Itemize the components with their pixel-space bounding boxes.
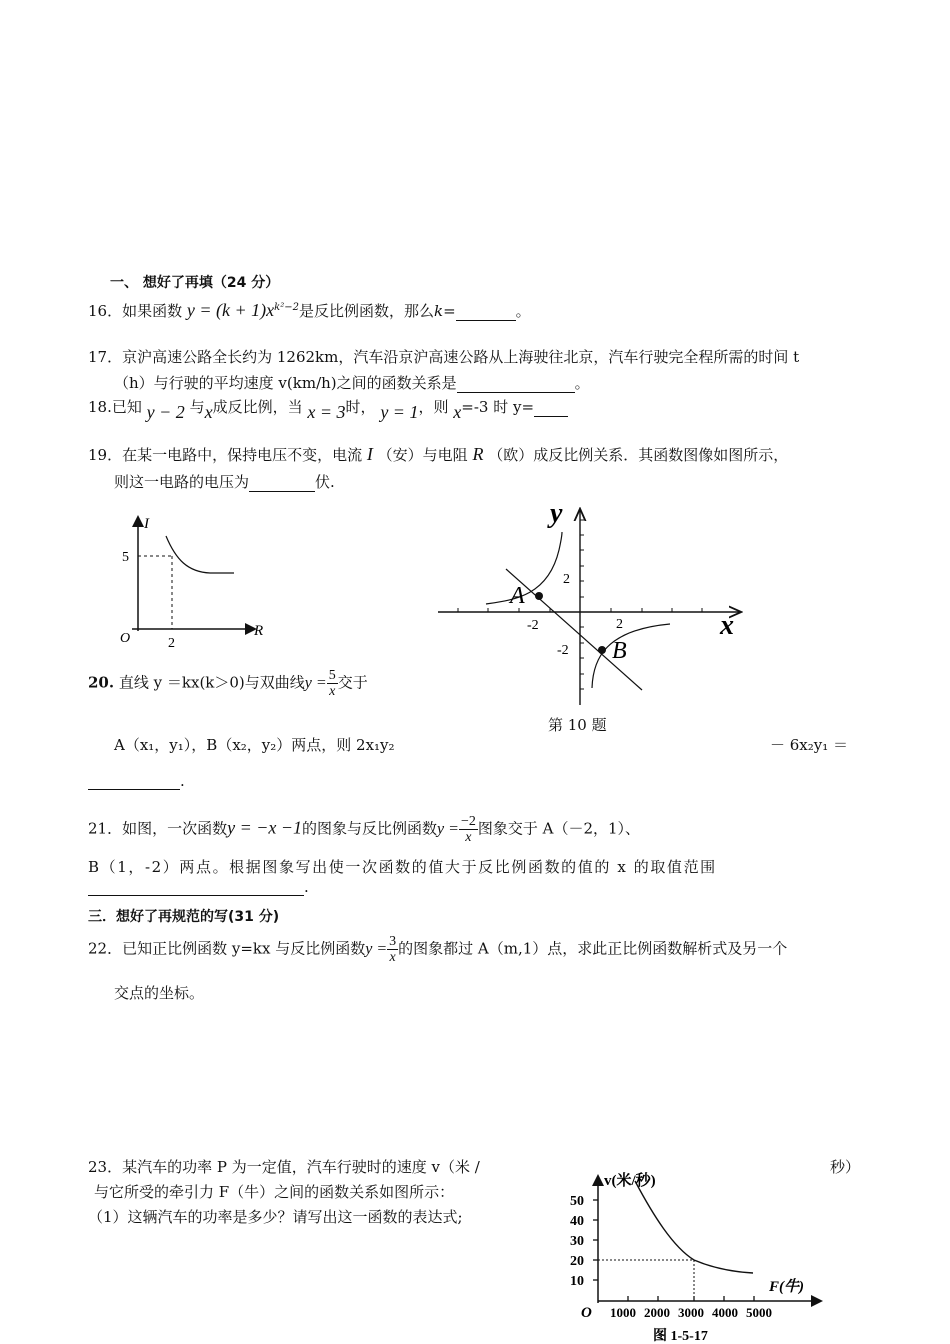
graph-10 [430,500,760,715]
q19-tick-2: 2 [168,636,175,651]
q22-line-2: 交点的坐标。 [114,984,205,1002]
q17-answer-blank[interactable] [457,376,575,393]
q16-number: 16． [88,302,123,320]
q20-line-1 [88,668,368,699]
q16-end: 。 [515,302,531,320]
q23-xtick-2000: 2000 [644,1305,670,1320]
graph10-tick-x-neg2: -2 [527,618,539,633]
q16-answer-blank[interactable] [456,304,516,321]
q23-line-3: （1）这辆汽车的功率是多少？请写出这一函数的表达式; [88,1208,463,1226]
q16-var: k [433,302,444,320]
q22-y-eq: y = [365,940,388,958]
q21-end: . [304,878,309,896]
q19-line-1 [88,444,788,465]
q21-y-eq: y = [437,820,459,838]
graph10-point-a-dot [535,592,543,600]
q22-tail: 的图象都过 A（m,1）点，求此正比例函数解析式及另一个 [398,939,788,958]
q21-fraction [459,814,478,845]
q18-tail: =-3 时 y= [461,398,535,416]
q20-number: 20. [88,673,115,692]
graph10-tick-y-neg2: -2 [557,643,569,658]
q19-line-1-a: 19．在某一电路中，保持电压不变，电流 [88,446,363,464]
question-16 [88,300,531,321]
q19-line-2-text: 则这一电路的电压为 [114,473,250,491]
q20-line-2-b: － 6x₂y₁ ＝ [770,736,849,754]
q19-tick-5: 5 [122,550,129,565]
q16-tail: 是反比例函数，那么 [298,302,434,320]
graph10-tick-x-2: 2 [616,617,623,632]
q19-end: 伏. [315,473,335,491]
section-3-heading: 三．想好了再规范的写(31 分) [88,909,280,925]
q21-frac-den: x [465,830,472,845]
q19-line-1-c: （欧）成反比例关系．其函数图像如图所示， [488,446,789,464]
graph10-x-label: x [720,610,734,641]
q20-y-eq: y = [304,674,327,692]
graph10-point-b-label: B [612,638,627,664]
q22-frac-num: 3 [389,934,397,949]
graph10-point-a-label: A [510,583,525,609]
q17-line-2-text: （h）与行驶的平均速度 v(km/h)之间的函数关系是 [114,374,457,392]
q17-line-2 [114,372,590,393]
q21-line-2: B（1，-2）两点。根据图象写出使一次函数的值大于反比例函数的值的 x 的取值范围 [88,858,717,876]
q18-with: 与 [189,398,205,416]
q23-caption: 图 1-5-17 [653,1329,708,1344]
q16-eq: = [443,302,456,320]
q23-x-label: F(牛) [769,1279,804,1295]
q22-line-1 [88,934,787,965]
q21-frac-num: −2 [460,814,476,829]
q18-cond1: x = 3 [307,402,346,422]
q23-ytick-40: 40 [570,1214,584,1229]
q19-answer-blank[interactable] [249,475,315,492]
q23-line-1-end: 秒） [830,1158,861,1176]
graph10-y-label: y [550,500,563,529]
q23-line-2: 与它所受的牵引力 F（牛）之间的函数关系如图所示： [94,1183,455,1201]
graph-10-caption: 第 10 题 [548,716,607,734]
q23-ytick-10: 10 [570,1274,584,1289]
q19-curve [166,536,234,573]
q21-lead: 21．如图，一次函数 [88,819,228,838]
q21-line-1 [88,814,640,845]
q18-xvar: x [453,402,462,422]
q20-answer-blank[interactable] [88,773,180,790]
q19-line-2 [114,471,335,492]
q23-xtick-3000: 3000 [678,1305,704,1320]
q23-xtick-4000: 4000 [712,1305,738,1320]
section-1-heading: 一、 想好了再填（24 分） [110,275,280,291]
graph10-tick-y-2: 2 [563,572,570,587]
q18-cond2: y = 1 [380,402,419,422]
q20-line-2-a: A（x₁，y₁），B（x₂，y₂）两点，则 2x₁y₂ [114,736,395,754]
q21-line-3 [88,878,309,896]
q18-lead: 18.已知 [88,398,142,416]
q23-origin: O [581,1305,592,1321]
q19-x-label: R [254,623,264,639]
q18-then: ，则 [418,398,449,416]
q23-ytick-30: 30 [570,1234,584,1249]
q23-line-1: 23．某汽车的功率 P 为一定值，汽车行驶时的速度 v（米 / [88,1158,480,1176]
q19-origin: O [120,631,131,646]
q20-frac-num: 5 [328,668,336,683]
q23-graph [565,1165,830,1344]
q21-tail: 图象交于 A（－2，1）、 [477,819,641,838]
q23-ytick-50: 50 [570,1194,584,1209]
q19-graph [110,508,270,653]
q17-line-1: 17．京沪高速公路全长约为 1262km，汽车沿京沪高速公路从上海驶往北京，汽车行驶完全程所需的时间 t [88,348,800,366]
q23-y-label: v(米/秒) [604,1173,656,1189]
q18-mid: 成反比例，当 [212,398,303,416]
q19-var-r: R [472,444,484,464]
q21-mid: 的图象与反比例函数 [302,819,438,838]
q20-end: . [180,772,185,790]
q18-when: 时， [345,398,376,416]
q16-lead: 如果函数 [122,302,183,320]
q22-fraction [387,934,398,965]
q20-line-3 [88,772,185,790]
q18-expr2: x [204,402,213,422]
graph10-point-b-dot [598,646,606,654]
q23-curve [635,1181,753,1273]
q20-fraction [327,668,338,699]
q16-formula: y = (k + 1)x [186,300,275,320]
q23-xtick-1000: 1000 [610,1305,636,1320]
q20-text: 直线 y ＝kx(k＞0)与双曲线 [118,673,305,692]
q22-frac-den: x [389,950,396,965]
question-18 [88,396,568,422]
q18-answer-blank[interactable] [534,400,568,417]
q19-y-label: I [144,516,149,532]
q22-lead: 22．已知正比例函数 y=kx 与反比例函数 [88,939,366,958]
q18-expr1: y − 2 [146,402,185,422]
q19-line-1-b: （安）与电阻 [377,446,468,464]
q21-answer-blank[interactable] [88,879,304,896]
q20-frac-den: x [329,684,336,699]
q23-ytick-20: 20 [570,1254,584,1269]
q19-var-i: I [366,444,373,464]
q16-exponent: k²−2 [274,302,299,313]
q20-tail: 交于 [337,673,368,692]
q23-xtick-5000: 5000 [746,1305,772,1320]
q21-formula1: y = −x −1 [227,817,303,838]
q17-end: 。 [574,374,590,392]
